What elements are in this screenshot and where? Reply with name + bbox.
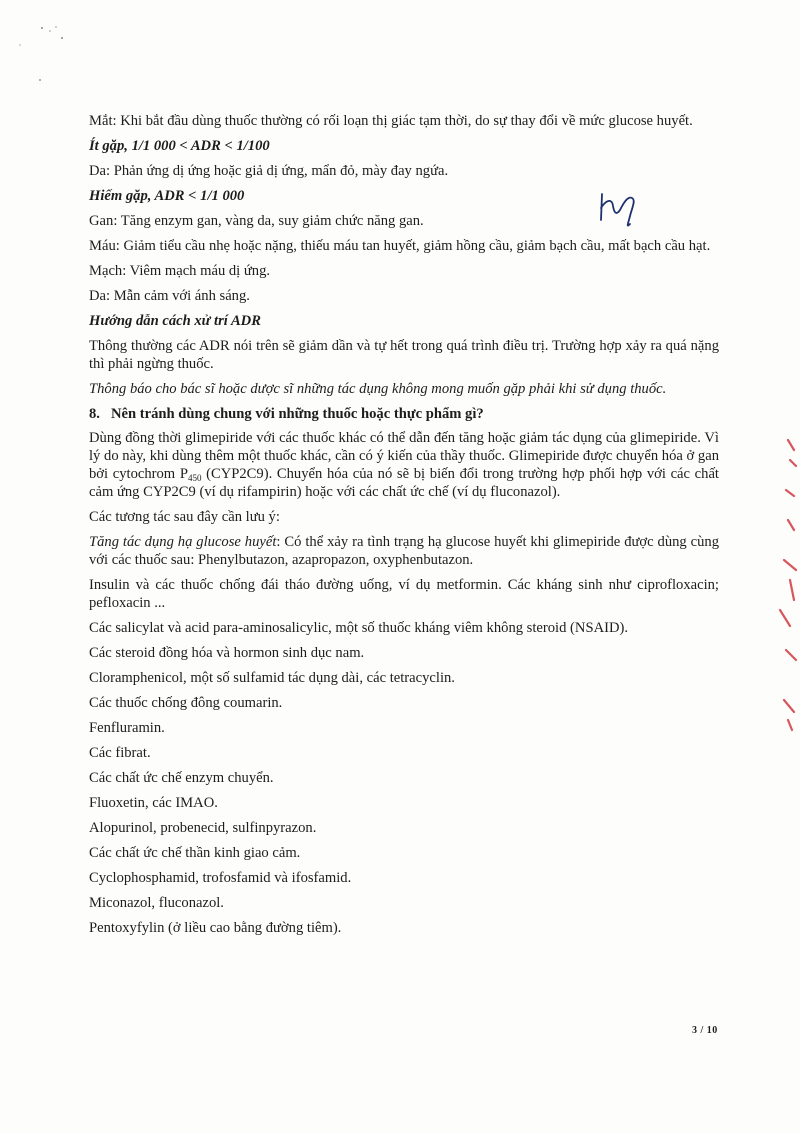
list-item: Pentoxyfylin (ở liều cao bằng đường tiêm). <box>89 920 342 936</box>
list-item: Các chất ức chế thần kinh giao cảm. <box>89 845 301 861</box>
paragraph-gan: Gan: Tăng enzym gan, vàng da, suy giảm chức năng gan. <box>89 213 424 229</box>
list-item: Cyclophosphamid, trofosfamid và ifosfamid. <box>89 870 352 886</box>
paragraph-insulin: Insulin và các thuốc chống đái tháo đường uống, ví dụ metformin. Các kháng sinh như ciprofloxacin; pefloxacin ... <box>89 577 719 611</box>
scan-specks <box>0 0 800 100</box>
list-item: Fluoxetin, các IMAO. <box>89 795 218 811</box>
paragraph-mau: Máu: Giảm tiểu cầu nhẹ hoặc nặng, thiếu máu tan huyết, giảm hồng cầu, giảm bạch cầu, mất bạch cầu hạt. <box>89 238 711 254</box>
paragraph-da-1: Da: Phản ứng dị ứng hoặc giả dị ứng, mẩn đỏ, mày đay ngứa. <box>89 163 449 179</box>
list-item: Các steroid đồng hóa và hormon sinh dục nam. <box>89 645 365 661</box>
paragraph-da-2: Da: Mẫn cảm với ánh sáng. <box>89 288 250 304</box>
heading-hiem-gap: Hiếm gặp, ADR < 1/1 000 <box>89 188 245 204</box>
paragraph-mach: Mạch: Viêm mạch máu dị ứng. <box>89 263 271 279</box>
section-number: 8. <box>89 406 100 422</box>
list-item: Các fibrat. <box>89 745 151 761</box>
intro-text-a: Dùng đồng thời glimepiride với các thuốc khác có thể dẫn đến tăng hoặc giảm tác dụng của glimepiride. Vì lý do này, khi dùng thêm một thuốc khác, cần có ý kiến của thầy thuốc. Glimepiride được chuyển hóa ở gan bởi cytochrom P <box>89 430 719 482</box>
list-item: Các thuốc chống đông coumarin. <box>89 695 283 711</box>
heading-it-gap: Ít gặp, 1/1 000 < ADR < 1/100 <box>89 138 270 154</box>
paragraph-tang-tac-dung <box>89 533 719 569</box>
intro-subscript: 450 <box>187 473 202 483</box>
list-item: Cloramphenicol, một số sulfamid tác dụng dài, các tetracyclin. <box>89 670 455 686</box>
intro-text-b: (CYP2C9). Chuyển hóa của nó sẽ bị biến đổi trong trường hợp phối hợp với các chất cảm ứng CYP2C9 (ví dụ rifampirin) hoặc với các chất ức chế (ví dụ fluconazol). <box>89 466 719 500</box>
heading-huong-dan: Hướng dẫn cách xử trí ADR <box>89 313 261 329</box>
tang-tac-dung-label: Tăng tác dụng hạ glucose huyết <box>89 534 277 550</box>
document-body <box>89 112 719 944</box>
list-item: Các chất ức chế enzym chuyển. <box>89 770 274 786</box>
list-item: Các salicylat và acid para-aminosalicylic, một số thuốc kháng viêm không steroid (NSAID). <box>89 620 629 636</box>
paragraph-thong-thuong: Thông thường các ADR nói trên sẽ giảm dần và tự hết trong quá trình điều trị. Trường hợp xảy ra quá nặng thì phải ngừng thuốc. <box>89 338 719 372</box>
edge-stamp-fragment <box>770 430 800 750</box>
list-item: Miconazol, fluconazol. <box>89 895 224 911</box>
interaction-list <box>89 619 719 937</box>
paragraph-luu-y: Các tương tác sau đây cần lưu ý: <box>89 509 280 525</box>
paragraph-mat: Mắt: Khi bắt đầu dùng thuốc thường có rối loạn thị giác tạm thời, do sự thay đổi về mức glucose huyết. <box>89 113 693 129</box>
list-item: Alopurinol, probenecid, sulfinpyrazon. <box>89 820 317 836</box>
tang-tac-dung-text: : Có thể xảy ra tình trạng hạ glucose huyết khi glimepiride được dùng cùng với các thuốc sau: Phenylbutazon, azapropazon, oxyphenbutazon. <box>89 534 720 568</box>
paragraph-interactions-intro <box>89 429 719 501</box>
section-title: Nên tránh dùng chung với những thuốc hoặc thực phẩm gì? <box>111 406 484 422</box>
paragraph-thong-bao: Thông báo cho bác sĩ hoặc dược sĩ những tác dụng không mong muốn gặp phải khi sử dụng thuốc. <box>89 381 667 397</box>
page-number: 3 / 10 <box>692 1025 718 1036</box>
section-8-heading <box>89 405 719 423</box>
list-item: Fenfluramin. <box>89 720 165 736</box>
